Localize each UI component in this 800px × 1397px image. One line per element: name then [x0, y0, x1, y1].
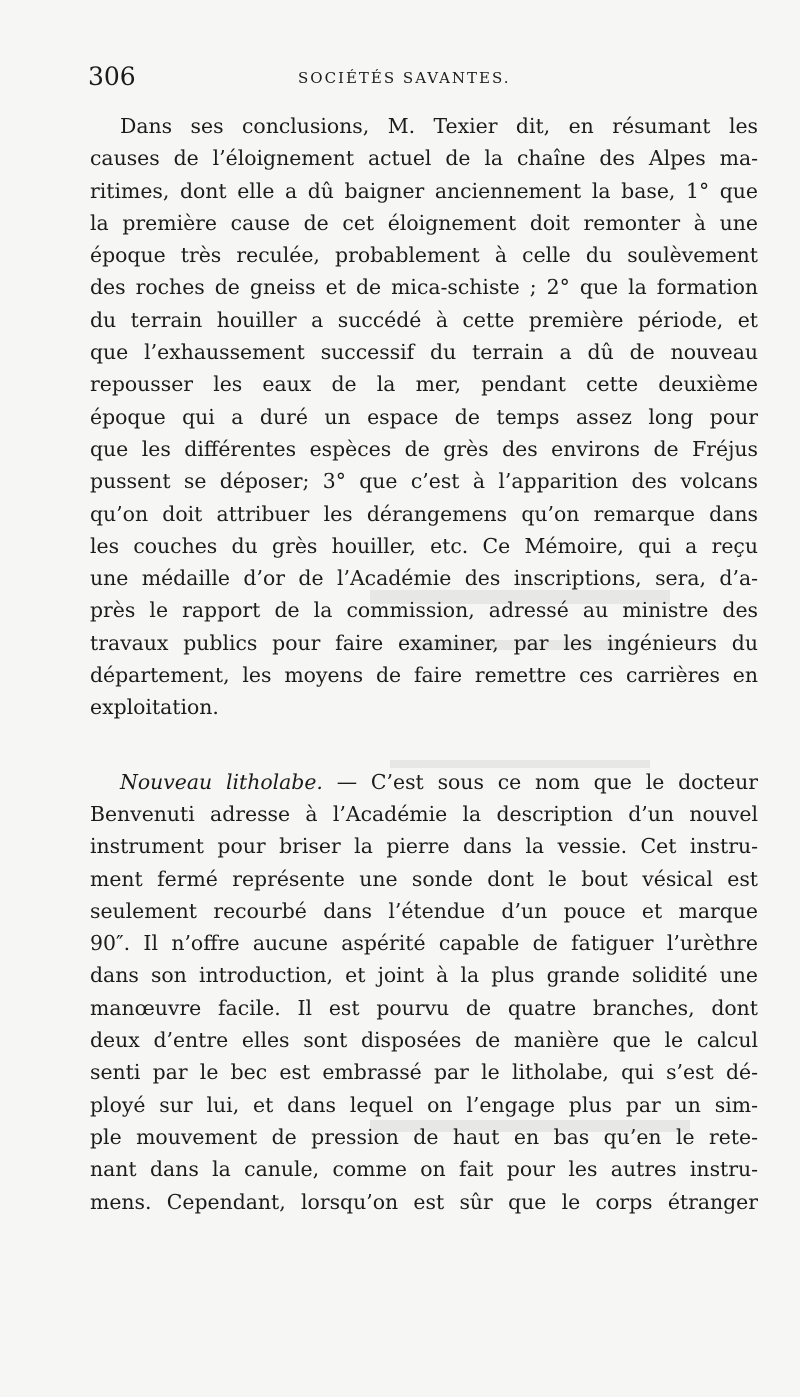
text-line: époque très reculée, probablement à celle du soulèvement: [90, 243, 758, 268]
text-line: [90, 766, 758, 798]
text-line: du terrain houiller a succédé à cette première période, et: [90, 307, 758, 332]
text-line: exploitation.: [90, 695, 219, 720]
text-line: repousser les eaux de la mer, pendant cette deuxième: [90, 372, 758, 397]
text-line: ritimes, dont elle a dû baigner anciennement la base, 1° que: [90, 178, 758, 203]
text-line: deux d’entre elles sont disposées de manière que le calcul: [90, 1028, 758, 1053]
text-line: Dans ses conclusions, M. Texier dit, en résumant les: [120, 114, 758, 138]
text-line: près le rapport de la commission, adressé au ministre des: [90, 598, 758, 623]
text-line: pussent se déposer; 3° que c’est à l’apparition des volcans: [90, 469, 758, 494]
text-line: nant dans la canule, comme on fait pour les autres instru-: [90, 1157, 758, 1182]
text-line: époque qui a duré un espace de temps assez long pour: [90, 404, 758, 429]
paragraph-gap: [90, 724, 758, 766]
heading-continuation: — C’est sous ce nom que le docteur: [336, 769, 758, 794]
text-line: instrument pour briser la pierre dans la vessie. Cet instru-: [90, 834, 758, 859]
text-line: qu’on doit attribuer les dérangemens qu’on remarque dans: [90, 501, 758, 526]
running-title: SOCIÉTÉS SAVANTES.: [298, 69, 511, 87]
text-line: que l’exhaussement successif du terrain a dû de nouveau: [90, 340, 758, 365]
text-line: travaux publics pour faire examiner, par les ingénieurs du: [90, 630, 758, 655]
page-number: 306: [88, 62, 136, 91]
section-heading: Nouveau litholabe.: [120, 769, 323, 794]
text-line: senti par le bec est embrassé par le litholabe, qui s’est dé-: [90, 1060, 758, 1085]
text-line: les couches du grès houiller, etc. Ce Mémoire, qui a reçu: [90, 533, 758, 558]
text-line: que les différentes espèces de grès des environs de Fréjus: [90, 436, 758, 461]
text-line: département, les moyens de faire remettre ces carrières en: [90, 663, 758, 688]
text-line: une médaille d’or de l’Académie des inscriptions, sera, d’a-: [90, 566, 758, 591]
body-text: [90, 110, 758, 1218]
text-line: des roches de gneiss et de mica-schiste ; 2° que la formation: [90, 275, 758, 300]
text-line: ployé sur lui, et dans lequel on l’engage plus par un sim-: [90, 1092, 758, 1117]
text-line: causes de l’éloignement actuel de la chaîne des Alpes ma-: [90, 146, 758, 171]
text-line: manœuvre facile. Il est pourvu de quatre branches, dont: [90, 995, 758, 1020]
paragraph-conclusions: [90, 110, 758, 724]
text-line: Benvenuti adresse à l’Académie la description d’un nouvel: [90, 801, 758, 826]
text-line: la première cause de cet éloignement doit remonter à une: [90, 210, 758, 235]
text-line: mens. Cependant, lorsqu’on est sûr que le corps étranger: [90, 1189, 758, 1214]
paragraph-litholabe: [90, 766, 758, 1218]
text-line: seulement recourbé dans l’étendue d’un pouce et marque: [90, 898, 758, 923]
text-line: ple mouvement de pression de haut en bas qu’en le rete-: [90, 1124, 758, 1149]
text-line: ment fermé représente une sonde dont le bout vésical est: [90, 866, 758, 891]
text-line: 90″. Il n’offre aucune aspérité capable de fatiguer l’urèthre: [90, 931, 758, 956]
text-line: dans son introduction, et joint à la plus grande solidité une: [90, 963, 758, 988]
running-head: [88, 62, 756, 94]
